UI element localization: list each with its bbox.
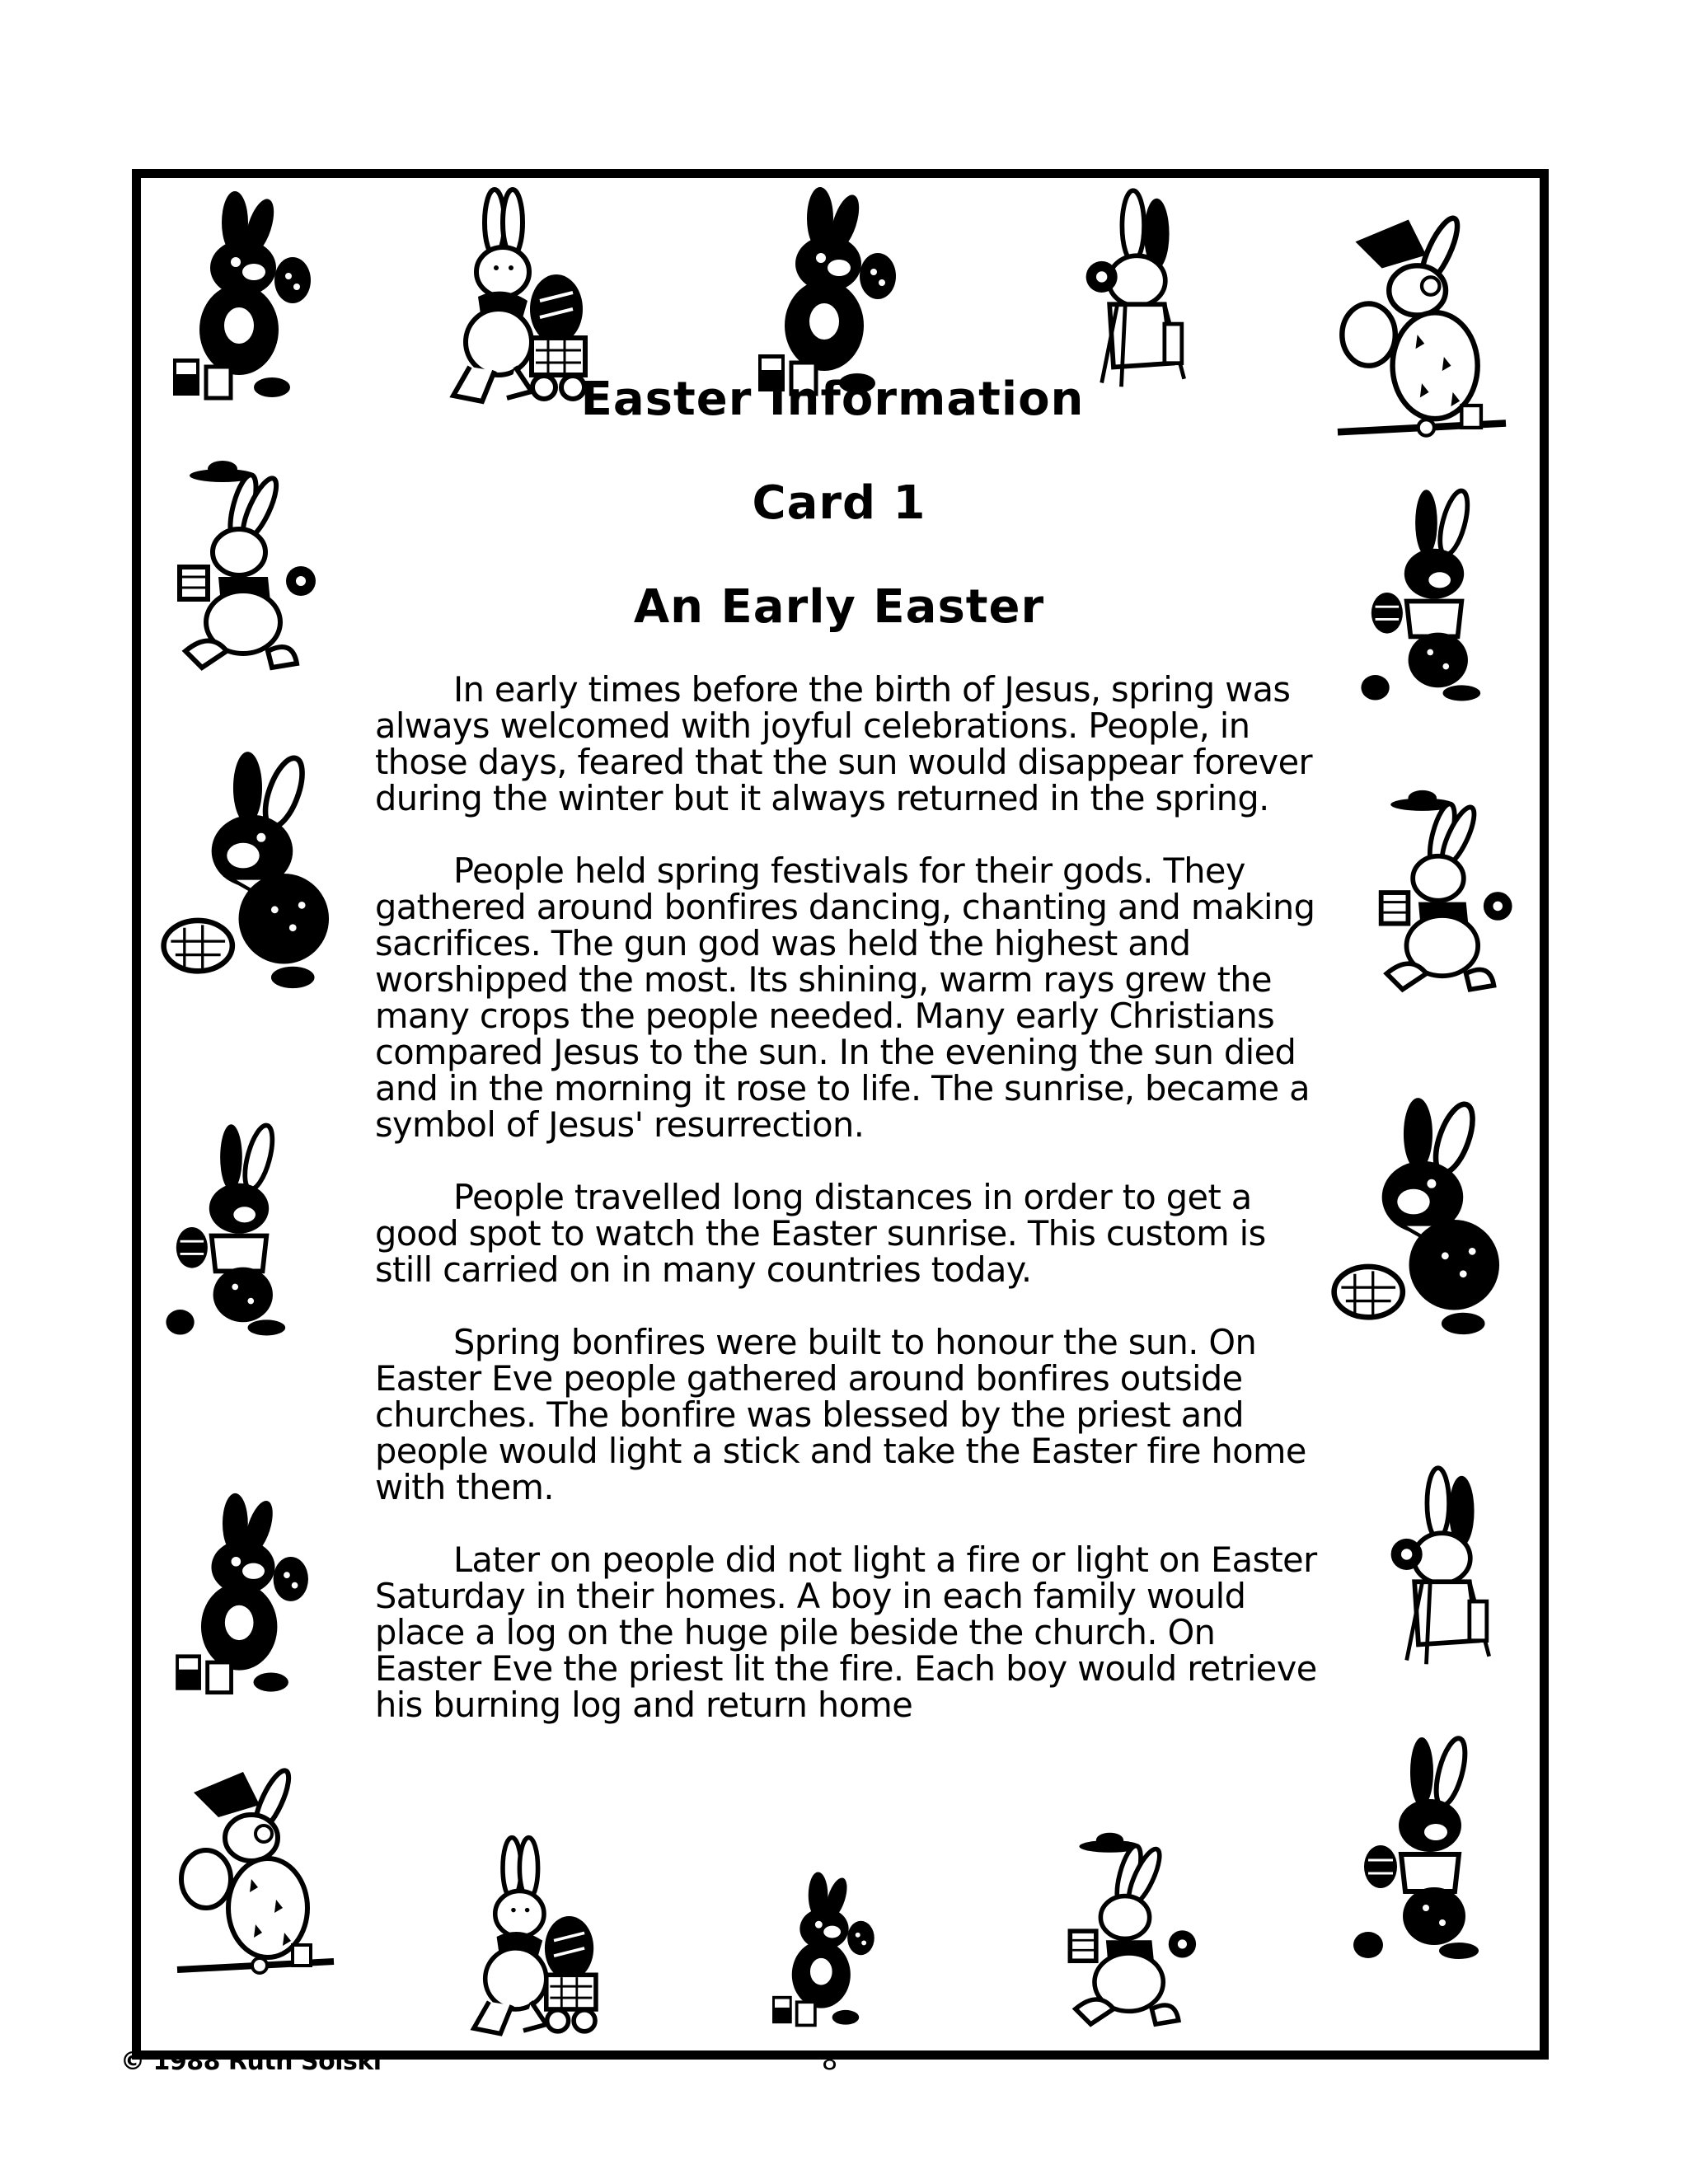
section-heading: An Early Easter <box>633 580 1045 634</box>
bunny-with-hat-and-flowers-icon <box>1343 787 1533 1001</box>
painting-bunny-icon <box>148 1492 338 1706</box>
paragraph-3: People travelled long distances in order to get a good spot to watch the Easter sunrise. This custom is still carried on in many countries today. <box>375 1177 1266 1290</box>
bunny-with-bow-icon <box>1352 1451 1517 1690</box>
copyright-notice: © 1988 Ruth Solski <box>120 2047 382 2076</box>
card-label: Card 1 <box>752 476 926 530</box>
paragraph-4: Spring bonfires were built to honour the sun. On Easter Eve people gathered around bonfires outside churches. The bonfire was blessed by the priest and people would light a stick and take the Easter fire home with them. <box>375 1322 1306 1507</box>
article-body <box>375 669 1331 1760</box>
paragraph-1: In early times before the birth of Jesus, spring was always welcomed with joyful celebrations. People, in those days, feared that the sun would disappear forever during the winter but it always returned in the spring. <box>375 669 1312 818</box>
painter-bunny-with-egg-icon <box>161 1755 350 1978</box>
painting-bunny-icon <box>742 1871 907 2036</box>
paragraph-2: People held spring festivals for their gods. They gathered around bonfires dancing, chanting and making sacrifices. The gun god was held the highest and worshipped the most. Its shining, warm rays grew the many crops the people needed. Many early Christians compared Jesus to the sun. In the evening the sun died and in the morning it rose to life. The sunrise, became a symbol of Jesus' resurrection. <box>375 851 1315 1145</box>
paragraph-5: Later on people did not light a fire or light on Easter Saturday in their homes. A boy in each family would place a log on the huge pile beside the church. On Easter Eve the priest lit the fire. Each boy would retrieve his burning log and return home <box>375 1540 1317 1725</box>
bunny-with-bow-icon <box>1047 181 1212 404</box>
bunny-with-hat-and-flowers-icon <box>1030 1830 1220 2036</box>
bunny-holding-egg-icon <box>157 1104 321 1352</box>
page-title: Easter Information <box>580 373 1085 426</box>
bunny-with-basket-icon <box>1319 1096 1508 1343</box>
bunny-holding-egg-icon <box>1343 1722 1517 1970</box>
bunny-with-egg-cart-icon <box>429 1834 618 2040</box>
page-number: 8 <box>822 2047 838 2076</box>
bunny-with-basket-icon <box>148 750 338 997</box>
